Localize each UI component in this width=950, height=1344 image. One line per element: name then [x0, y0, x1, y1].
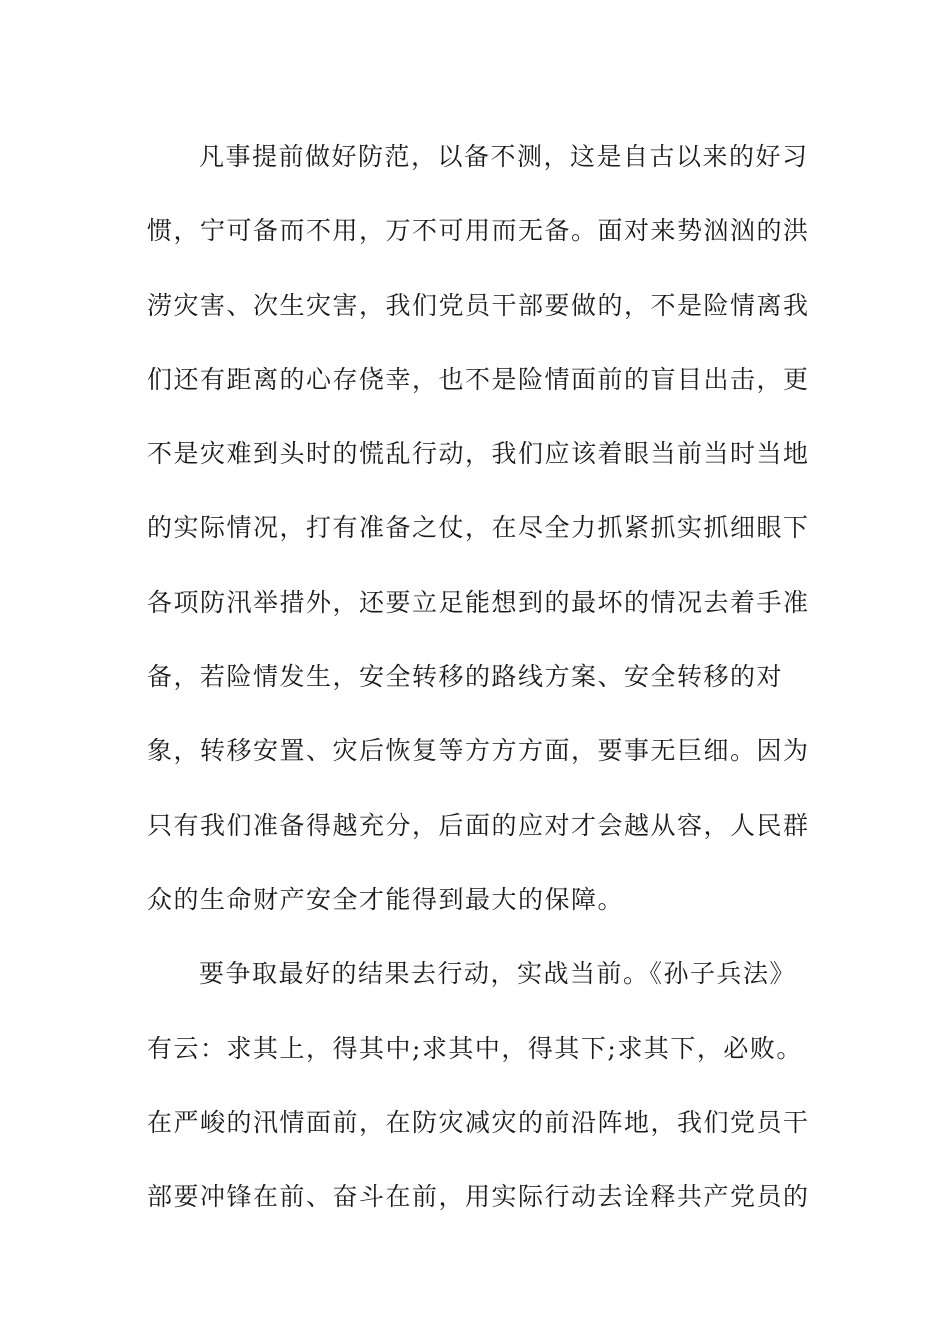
paragraph-line: 各项防汛举措外，还要立足能想到的最坏的情况去着手准 — [147, 587, 810, 617]
document-body — [147, 132, 810, 1246]
paragraph-line: 要争取最好的结果去行动，实战当前。《孙子兵法》 — [199, 959, 797, 989]
paragraph-line: 涝灾害、次生灾害，我们党员干部要做的，不是险情离我 — [147, 290, 810, 320]
paragraph-line: 不是灾难到头时的慌乱行动，我们应该着眼当前当时当地 — [147, 439, 810, 469]
paragraph-line: 部要冲锋在前、奋斗在前，用实际行动去诠释共产党员的 — [147, 1182, 810, 1212]
paragraph-2 — [147, 949, 810, 1222]
paragraph-line: 象，转移安置、灾后恢复等方方方面，要事无巨细。因为 — [147, 736, 810, 766]
paragraph-line: 惯，宁可备而不用，万不可用而无备。面对来势汹汹的洪 — [147, 216, 810, 246]
paragraph-1 — [147, 132, 810, 925]
paragraph-line: 们还有距离的心存侥幸，也不是险情面前的盲目出击，更 — [147, 364, 810, 394]
paragraph-line: 众的生命财产安全才能得到最大的保障。 — [147, 884, 625, 914]
paragraph-line: 有云：求其上，得其中;求其中，得其下;求其下，必败。 — [147, 1033, 803, 1063]
paragraph-line: 在严峻的汛情面前，在防灾减灾的前沿阵地，我们党员干 — [147, 1107, 810, 1137]
paragraph-line: 只有我们准备得越充分，后面的应对才会越从容，人民群 — [147, 810, 810, 840]
paragraph-line: 的实际情况，打有准备之仗，在尽全力抓紧抓实抓细眼下 — [147, 513, 810, 543]
paragraph-line: 备，若险情发生，安全转移的路线方案、安全转移的对 — [147, 662, 784, 692]
paragraph-line: 凡事提前做好防范，以备不测，这是自古以来的好习 — [199, 142, 809, 171]
